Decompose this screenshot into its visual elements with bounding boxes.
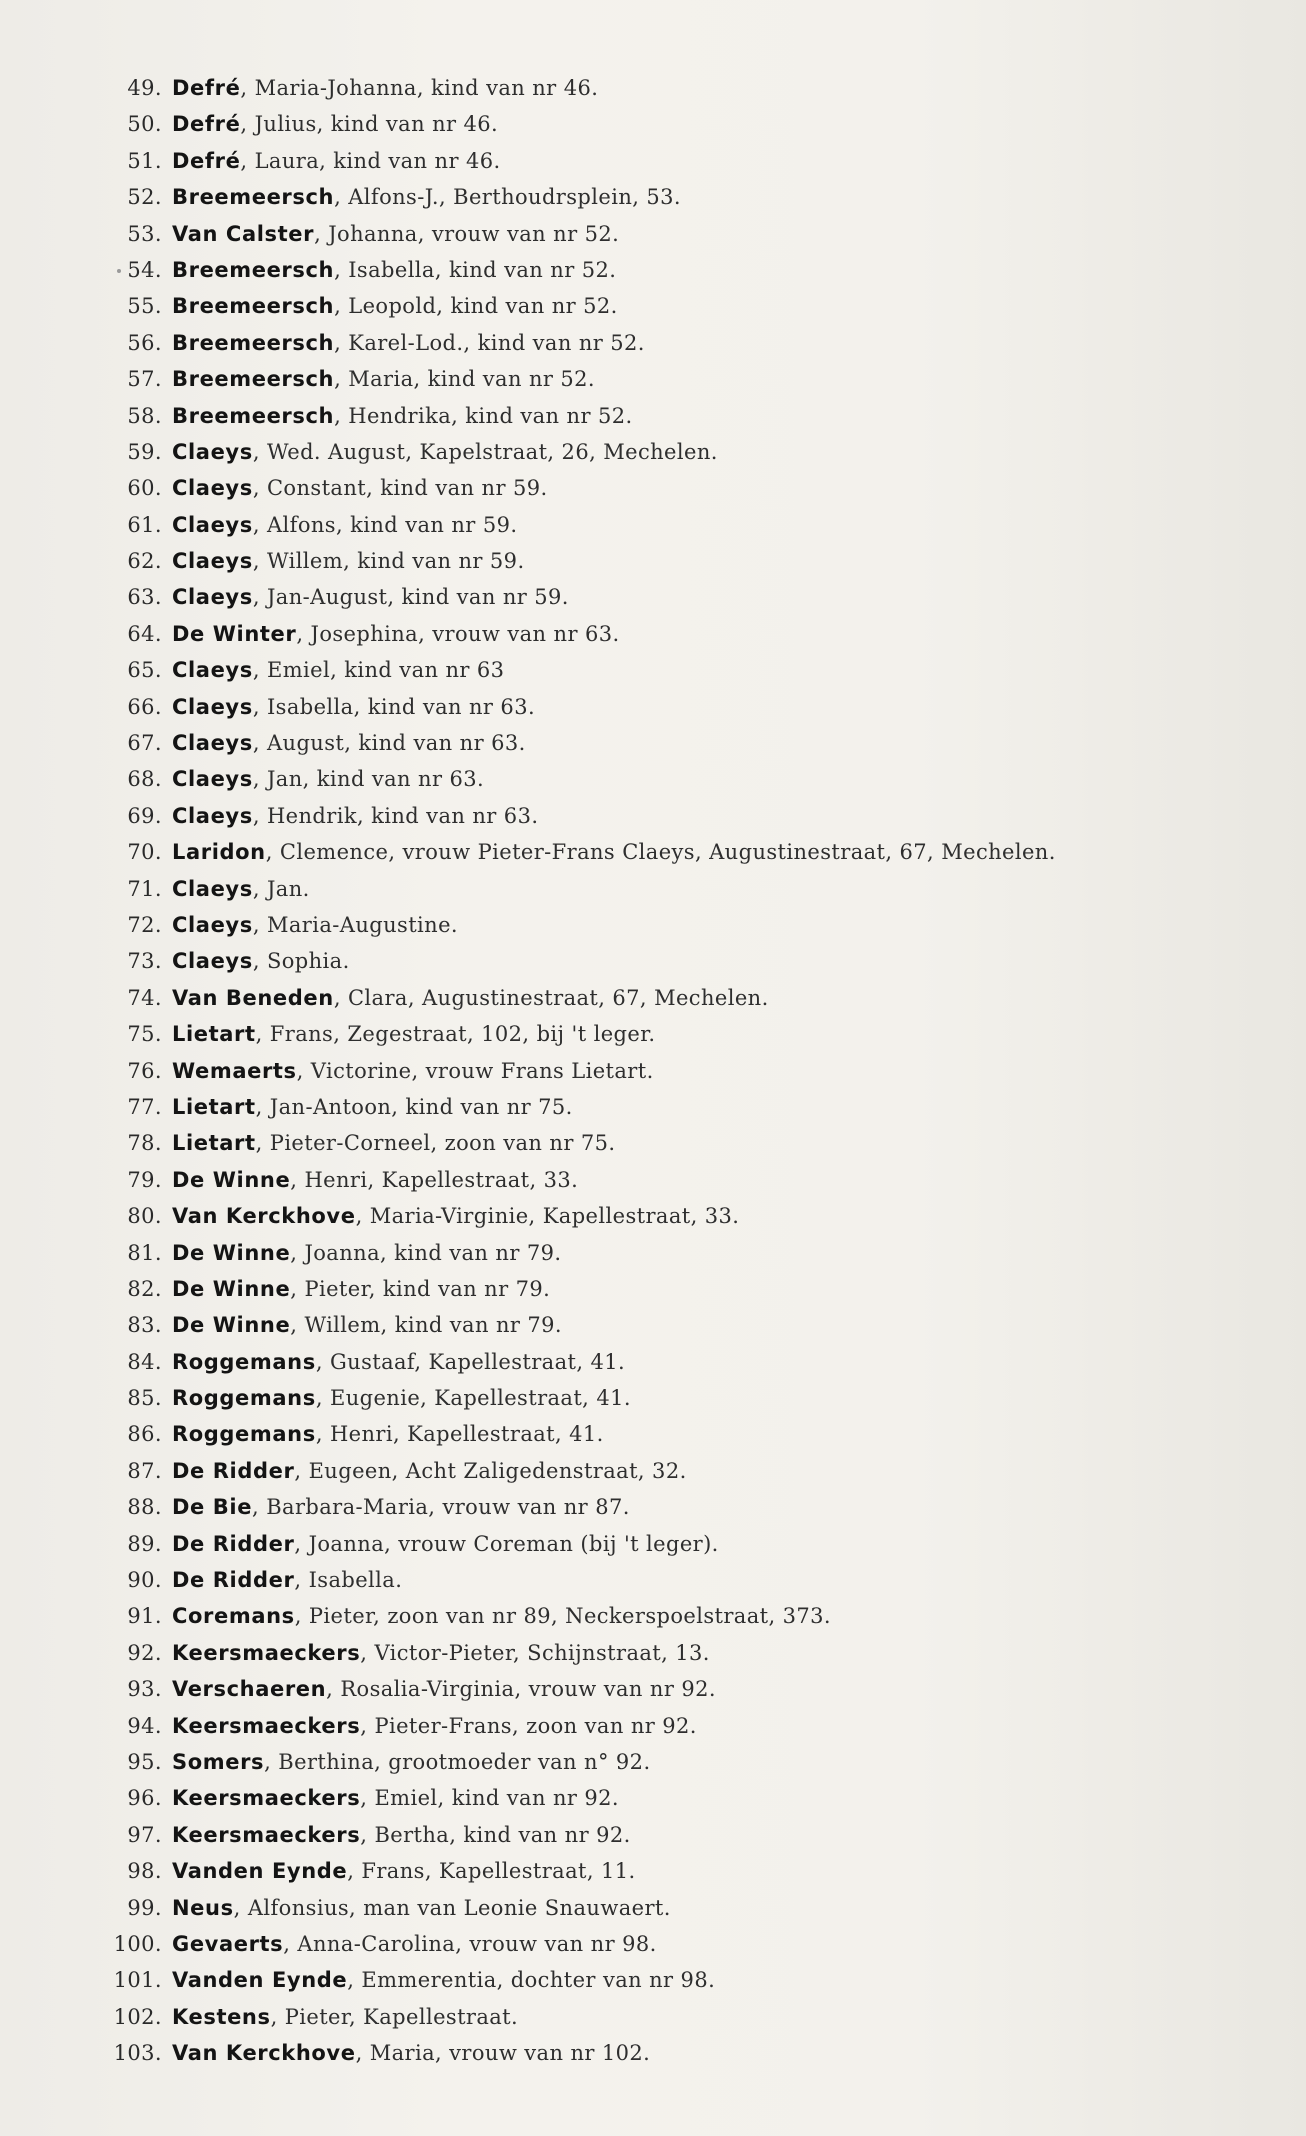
entry-surname: Defré	[172, 76, 241, 100]
entry-surname: Claeys	[172, 658, 253, 683]
entry-number: 79.	[127, 1167, 162, 1192]
list-item	[0, 689, 1306, 725]
entry-surname: Wemaerts	[172, 1058, 297, 1083]
entry-details: , Pieter-Corneel, zoon van nr 75.	[255, 1131, 616, 1156]
entry-number: 76.	[127, 1058, 162, 1083]
list-item	[0, 288, 1306, 324]
entry-details: , Gustaaf, Kapellestraat, 41.	[315, 1349, 626, 1374]
list-item	[0, 216, 1306, 252]
entry-details: , Willem, kind van nr 79.	[290, 1313, 563, 1338]
entry-details: , Victorine, vrouw Frans Lietart.	[296, 1058, 654, 1083]
entry-details: , Joanna, vrouw Coreman (bij 't leger).	[294, 1531, 719, 1556]
list-item	[0, 1744, 1306, 1780]
entry-details: , Jan.	[252, 876, 310, 901]
entry-number: 58.	[127, 403, 162, 428]
entry-surname: De Ridder	[172, 1458, 295, 1483]
entry-number: 93.	[127, 1677, 162, 1702]
entry-number: 102.	[113, 2004, 162, 2029]
entry-details: , Isabella, kind van nr 52.	[334, 257, 617, 282]
list-item	[0, 2035, 1306, 2071]
entry-number: 66.	[127, 694, 162, 719]
entry-number: 103.	[113, 2041, 162, 2066]
entry-number: 61.	[127, 512, 162, 537]
entry-surname: Breemeersch	[172, 185, 335, 210]
list-item	[0, 1380, 1306, 1416]
list-item	[0, 1307, 1306, 1343]
entry-surname: Claeys	[172, 585, 253, 610]
entry-number: 59.	[127, 439, 162, 464]
list-item	[0, 907, 1306, 943]
entry-details: , Anna-Carolina, vrouw van nr 98.	[283, 1931, 657, 1956]
entry-number: 94.	[127, 1713, 162, 1738]
entry-details: , Maria-Virginie, Kapellestraat, 33.	[355, 1204, 740, 1229]
list-item	[0, 652, 1306, 688]
entry-number: 60.	[127, 476, 162, 501]
list-item	[0, 361, 1306, 397]
entry-number: 71.	[127, 876, 162, 901]
entry-surname: Claeys	[172, 803, 253, 828]
entry-details: , Henri, Kapellestraat, 33.	[290, 1167, 579, 1192]
entry-surname: Breemeersch	[172, 330, 335, 355]
list-item	[0, 434, 1306, 470]
entry-details: , Eugenie, Kapellestraat, 41.	[315, 1386, 631, 1411]
entry-surname: Somers	[172, 1749, 265, 1774]
entry-number: 85.	[127, 1386, 162, 1411]
list-item	[0, 106, 1306, 142]
entry-number: 90.	[127, 1568, 162, 1593]
entry-details: , Barbara-Maria, vrouw van nr 87.	[252, 1495, 630, 1520]
entry-surname: De Winne	[172, 1167, 291, 1192]
entry-details: , Constant, kind van nr 59.	[252, 476, 548, 501]
entry-surname: Claeys	[172, 876, 253, 901]
entry-number: 92.	[127, 1640, 162, 1665]
entry-number: 62.	[127, 549, 162, 574]
list-item	[0, 1780, 1306, 1816]
entry-surname: Claeys	[172, 694, 253, 719]
entry-surname: De Bie	[172, 1495, 253, 1520]
entry-surname: Claeys	[172, 512, 253, 537]
list-item	[0, 507, 1306, 543]
entry-details: , Clara, Augustinestraat, 67, Mechelen.	[333, 985, 769, 1010]
entry-details: , Willem, kind van nr 59.	[252, 549, 525, 574]
entry-details: , Maria-Johanna, kind van nr 46.	[240, 76, 599, 100]
entry-surname: Gevaerts	[172, 1931, 284, 1956]
entry-surname: Keersmaeckers	[172, 1822, 361, 1847]
entry-surname: De Winne	[172, 1276, 291, 1301]
list-item	[0, 1016, 1306, 1052]
entry-number: 67.	[127, 731, 162, 756]
entry-surname: De Winne	[172, 1313, 291, 1338]
list-item	[0, 1962, 1306, 1998]
entry-details: , Emmerentia, dochter van nr 98.	[347, 1968, 716, 1993]
entry-details: , Wed. August, Kapelstraat, 26, Mechelen.	[252, 439, 718, 464]
entry-surname: Lietart	[172, 1022, 256, 1047]
entry-details: , Maria, vrouw van nr 102.	[355, 2041, 651, 2066]
list-item	[0, 1053, 1306, 1089]
list-item	[0, 1125, 1306, 1161]
entry-surname: Roggemans	[172, 1349, 316, 1374]
list-item	[0, 1271, 1306, 1307]
list-item	[0, 143, 1306, 179]
entry-surname: Roggemans	[172, 1422, 316, 1447]
entry-details: , Jan-Antoon, kind van nr 75.	[255, 1094, 573, 1119]
list-item	[0, 470, 1306, 506]
list-item	[0, 1453, 1306, 1489]
list-item	[0, 70, 1306, 106]
entry-details: , Pieter, Kapellestraat.	[270, 2004, 519, 2029]
entry-number: 68.	[127, 767, 162, 792]
entry-surname: Coremans	[172, 1604, 295, 1629]
entry-details: , Pieter, kind van nr 79.	[290, 1276, 551, 1301]
entry-details: , Hendrika, kind van nr 52.	[334, 403, 633, 428]
entry-details: , Victor-Pieter, Schijnstraat, 13.	[360, 1640, 710, 1665]
list-item	[0, 943, 1306, 979]
list-item	[0, 1708, 1306, 1744]
list-item	[0, 179, 1306, 215]
entry-surname: Kestens	[172, 2004, 271, 2029]
entry-details: , Berthina, grootmoeder van n° 92.	[264, 1749, 651, 1774]
entry-number: 100.	[113, 1931, 162, 1956]
entry-details: , Julius, kind van nr 46.	[240, 112, 499, 137]
entry-surname: Claeys	[172, 912, 253, 937]
entry-surname: Van Kerckhove	[172, 1204, 356, 1229]
entry-surname: Vanden Eynde	[172, 1859, 348, 1884]
entry-number: 63.	[127, 585, 162, 610]
list-item	[0, 798, 1306, 834]
entry-details: , Rosalia-Virginia, vrouw van nr 92.	[326, 1677, 716, 1702]
list-item	[0, 761, 1306, 797]
entry-details: , Jan, kind van nr 63.	[252, 767, 485, 792]
list-item	[0, 1635, 1306, 1671]
list-item	[0, 1416, 1306, 1452]
entry-number: 86.	[127, 1422, 162, 1447]
entry-details: , Frans, Zegestraat, 102, bij 't leger.	[255, 1022, 656, 1047]
entry-details: , Clemence, vrouw Pieter-Frans Claeys, Augustinestraat, 67, Mechelen.	[265, 840, 1056, 865]
entry-details: , Sophia.	[252, 949, 350, 974]
entry-number: 89.	[127, 1531, 162, 1556]
entry-surname: Keersmaeckers	[172, 1786, 361, 1811]
entry-number: 50.	[127, 112, 162, 137]
entry-number: 65.	[127, 658, 162, 683]
entry-number: 75.	[127, 1022, 162, 1047]
list-item	[0, 1999, 1306, 2035]
entry-surname: Verschaeren	[172, 1677, 327, 1702]
list-item	[0, 398, 1306, 434]
entry-surname: Laridon	[172, 840, 266, 865]
entry-surname: De Winter	[172, 621, 297, 646]
entry-surname: De Ridder	[172, 1531, 295, 1556]
entry-details: , Johanna, vrouw van nr 52.	[314, 221, 620, 246]
entry-details: , Eugeen, Acht Zaligedenstraat, 32.	[294, 1458, 687, 1483]
entry-details: , Emiel, kind van nr 92.	[360, 1786, 620, 1811]
entry-number: 69.	[127, 803, 162, 828]
entry-surname: De Ridder	[172, 1568, 295, 1593]
entry-surname: Defré	[172, 148, 241, 173]
entry-number: 101.	[113, 1968, 162, 1993]
entry-surname: Claeys	[172, 767, 253, 792]
entry-surname: Claeys	[172, 476, 253, 501]
entry-surname: Lietart	[172, 1131, 256, 1156]
entry-surname: Keersmaeckers	[172, 1713, 361, 1738]
entry-details: , Jan-August, kind van nr 59.	[252, 585, 569, 610]
entry-details: , Bertha, kind van nr 92.	[360, 1822, 631, 1847]
list-item	[0, 1817, 1306, 1853]
entry-number: 72.	[127, 912, 162, 937]
list-item	[0, 1526, 1306, 1562]
entry-number: 51.	[127, 148, 162, 173]
entry-surname: Lietart	[172, 1094, 256, 1119]
entry-surname: Keersmaeckers	[172, 1640, 361, 1665]
list-item	[0, 871, 1306, 907]
list-item	[0, 1198, 1306, 1234]
list-item	[0, 325, 1306, 361]
register-list	[0, 70, 1306, 2071]
entry-number: 55.	[127, 294, 162, 319]
entry-number: 77.	[127, 1094, 162, 1119]
entry-number: 74.	[127, 985, 162, 1010]
list-item	[0, 1926, 1306, 1962]
entry-number: 95.	[127, 1749, 162, 1774]
entry-number: 70.	[127, 840, 162, 865]
entry-number: 57.	[127, 367, 162, 392]
entry-surname: Claeys	[172, 731, 253, 756]
entry-surname: Claeys	[172, 549, 253, 574]
entry-details: , Laura, kind van nr 46.	[240, 148, 501, 173]
entry-number: 83.	[127, 1313, 162, 1338]
entry-number: 97.	[127, 1822, 162, 1847]
list-item	[0, 1489, 1306, 1525]
entry-details: , Maria-Augustine.	[252, 912, 458, 937]
entry-surname: Claeys	[172, 439, 253, 464]
entry-number: 91.	[127, 1604, 162, 1629]
list-item	[0, 1562, 1306, 1598]
entry-surname: Roggemans	[172, 1386, 316, 1411]
entry-details: , Joanna, kind van nr 79.	[290, 1240, 562, 1265]
entry-details: , Henri, Kapellestraat, 41.	[315, 1422, 604, 1447]
list-item	[0, 1089, 1306, 1125]
list-item	[0, 1853, 1306, 1889]
entry-number: 54.	[127, 257, 162, 282]
list-item	[0, 1671, 1306, 1707]
list-item	[0, 579, 1306, 615]
list-item	[0, 725, 1306, 761]
entry-details: , Isabella, kind van nr 63.	[252, 694, 536, 719]
list-item	[0, 980, 1306, 1016]
entry-number: 84.	[127, 1349, 162, 1374]
list-item	[0, 252, 1306, 288]
entry-number: 80.	[127, 1204, 162, 1229]
entry-details: , Alfons-J., Berthoudrsplein, 53.	[334, 185, 682, 210]
entry-surname: Breemeersch	[172, 367, 335, 392]
entry-details: , Leopold, kind van nr 52.	[334, 294, 618, 319]
entry-details: , Alfonsius, man van Leonie Snauwaert.	[233, 1895, 671, 1920]
list-item	[0, 1162, 1306, 1198]
entry-details: , August, kind van nr 63.	[252, 731, 526, 756]
entry-surname: Van Beneden	[172, 985, 334, 1010]
entry-number: 82.	[127, 1276, 162, 1301]
list-item	[0, 543, 1306, 579]
entry-number: 99.	[127, 1895, 162, 1920]
list-item	[0, 1890, 1306, 1926]
entry-details: , Karel-Lod., kind van nr 52.	[334, 330, 645, 355]
entry-number: 78.	[127, 1131, 162, 1156]
entry-details: , Emiel, kind van nr 63	[252, 658, 505, 683]
list-item	[0, 1235, 1306, 1271]
entry-details: , Pieter-Frans, zoon van nr 92.	[360, 1713, 697, 1738]
entry-number: 56.	[127, 330, 162, 355]
list-item	[0, 1598, 1306, 1634]
entry-details: , Pieter, zoon van nr 89, Neckerspoelstraat, 373.	[294, 1604, 831, 1629]
entry-surname: Breemeersch	[172, 257, 335, 282]
entry-number: 49.	[127, 76, 162, 100]
list-item	[0, 1344, 1306, 1380]
entry-number: 96.	[127, 1786, 162, 1811]
entry-surname: Breemeersch	[172, 294, 335, 319]
entry-number: 73.	[127, 949, 162, 974]
entry-number: 98.	[127, 1859, 162, 1884]
entry-number: 53.	[127, 221, 162, 246]
entry-details: , Hendrik, kind van nr 63.	[252, 803, 539, 828]
entry-number: 52.	[127, 185, 162, 210]
entry-details: , Josephina, vrouw van nr 63.	[296, 621, 620, 646]
entry-surname: Vanden Eynde	[172, 1968, 348, 1993]
entry-surname: Van Kerckhove	[172, 2041, 356, 2066]
entry-number: 87.	[127, 1458, 162, 1483]
entry-surname: Neus	[172, 1895, 234, 1920]
entry-surname: Claeys	[172, 949, 253, 974]
entry-details: , Isabella.	[294, 1568, 403, 1593]
entry-surname: Breemeersch	[172, 403, 335, 428]
entry-details: , Frans, Kapellestraat, 11.	[347, 1859, 636, 1884]
list-item	[0, 834, 1306, 870]
entry-surname: Van Calster	[172, 221, 315, 246]
list-item	[0, 616, 1306, 652]
entry-surname: De Winne	[172, 1240, 291, 1265]
entry-details: , Alfons, kind van nr 59.	[252, 512, 518, 537]
entry-details: , Maria, kind van nr 52.	[334, 367, 595, 392]
entry-number: 81.	[127, 1240, 162, 1265]
entry-surname: Defré	[172, 112, 241, 137]
entry-number: 88.	[127, 1495, 162, 1520]
entry-number: 64.	[127, 621, 162, 646]
